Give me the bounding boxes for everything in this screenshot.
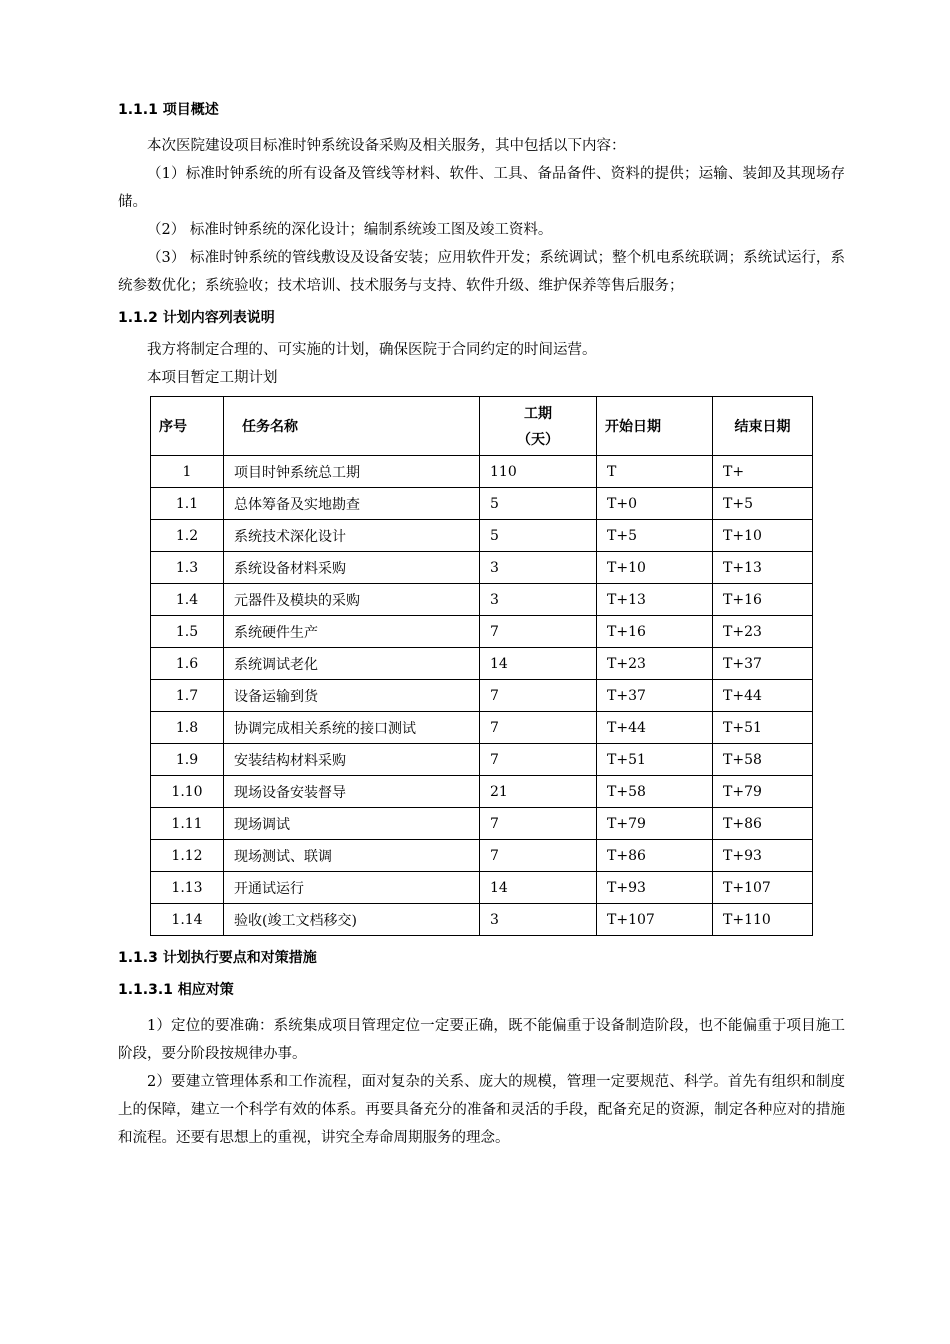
- schedule-table: [150, 396, 813, 936]
- header-end-date: 结束日期: [713, 397, 813, 456]
- cell-duration: 7: [480, 840, 597, 872]
- paragraph-item-2: （2） 标准时钟系统的深化设计；编制系统竣工图及竣工资料。: [147, 222, 553, 238]
- table-caption: 本项目暂定工期计划: [147, 370, 278, 386]
- cell-task-name: 项目时钟系统总工期: [224, 456, 480, 488]
- cell-end-date: T+: [713, 456, 813, 488]
- cell-end-date: T+44: [713, 680, 813, 712]
- cell-duration: 7: [480, 616, 597, 648]
- cell-end-date: T+110: [713, 904, 813, 936]
- cell-start-date: T+10: [597, 552, 713, 584]
- cell-start-date: T+44: [597, 712, 713, 744]
- cell-task-name: 系统调试老化: [224, 648, 480, 680]
- cell-start-date: T+13: [597, 584, 713, 616]
- cell-end-date: T+86: [713, 808, 813, 840]
- cell-task-name: 协调完成相关系统的接口测试: [224, 712, 480, 744]
- table-row: [151, 616, 813, 648]
- table-row: [151, 552, 813, 584]
- cell-end-date: T+93: [713, 840, 813, 872]
- cell-start-date: T+23: [597, 648, 713, 680]
- cell-duration: 21: [480, 776, 597, 808]
- table-header-row: [151, 397, 813, 456]
- paragraph-item-3: （3） 标准时钟系统的管线敷设及设备安装；应用软件开发；系统调试；整个机电系统联调；系统试运行，系统参数优化；系统验收；技术培训、技术服务与支持、软件升级、维护保养等售后服务；: [118, 250, 845, 294]
- header-duration-line2: （天）: [517, 432, 559, 448]
- cell-start-date: T+16: [597, 616, 713, 648]
- table-row: [151, 904, 813, 936]
- cell-task-name: 验收(竣工文档移交): [224, 904, 480, 936]
- cell-task-name: 元器件及模块的采购: [224, 584, 480, 616]
- cell-start-date: T+93: [597, 872, 713, 904]
- cell-duration: 14: [480, 872, 597, 904]
- header-start-date: 开始日期: [597, 397, 713, 456]
- table-row: [151, 584, 813, 616]
- cell-index: 1.10: [151, 776, 224, 808]
- table-row: [151, 456, 813, 488]
- cell-end-date: T+5: [713, 488, 813, 520]
- table-row: [151, 808, 813, 840]
- cell-duration: 110: [480, 456, 597, 488]
- cell-start-date: T+37: [597, 680, 713, 712]
- cell-duration: 7: [480, 712, 597, 744]
- header-duration-line1: 工期: [524, 406, 552, 422]
- table-body: [151, 456, 813, 936]
- cell-end-date: T+10: [713, 520, 813, 552]
- cell-index: 1.4: [151, 584, 224, 616]
- cell-task-name: 系统硬件生产: [224, 616, 480, 648]
- cell-duration: 3: [480, 584, 597, 616]
- cell-index: 1.2: [151, 520, 224, 552]
- table-row: [151, 680, 813, 712]
- table-row: [151, 744, 813, 776]
- cell-task-name: 系统设备材料采购: [224, 552, 480, 584]
- cell-task-name: 现场测试、联调: [224, 840, 480, 872]
- cell-start-date: T+79: [597, 808, 713, 840]
- cell-task-name: 系统技术深化设计: [224, 520, 480, 552]
- cell-duration: 3: [480, 552, 597, 584]
- cell-task-name: 现场调试: [224, 808, 480, 840]
- cell-index: 1.7: [151, 680, 224, 712]
- paragraph-item-1: （1）标准时钟系统的所有设备及管线等材料、软件、工具、备品备件、资料的提供；运输、装卸及其现场存储。: [118, 166, 845, 210]
- cell-duration: 7: [480, 744, 597, 776]
- table-row: [151, 776, 813, 808]
- cell-index: 1.6: [151, 648, 224, 680]
- section-heading-1-1-1: 1.1.1 项目概述: [118, 102, 219, 118]
- cell-end-date: T+23: [713, 616, 813, 648]
- cell-duration: 7: [480, 808, 597, 840]
- table-row: [151, 648, 813, 680]
- header-task-name: 任务名称: [224, 397, 480, 456]
- header-index: 序号: [151, 397, 224, 456]
- cell-start-date: T+5: [597, 520, 713, 552]
- cell-index: 1.12: [151, 840, 224, 872]
- cell-index: 1.3: [151, 552, 224, 584]
- cell-end-date: T+37: [713, 648, 813, 680]
- header-duration: [480, 397, 597, 456]
- cell-task-name: 设备运输到货: [224, 680, 480, 712]
- paragraph-countermeasure-1: 1）定位的要准确：系统集成项目管理定位一定要正确，既不能偏重于设备制造阶段，也不能偏重于项目施工阶段，要分阶段按规律办事。: [118, 1018, 845, 1062]
- cell-task-name: 安装结构材料采购: [224, 744, 480, 776]
- table-row: [151, 840, 813, 872]
- cell-task-name: 总体筹备及实地勘查: [224, 488, 480, 520]
- cell-index: 1.9: [151, 744, 224, 776]
- cell-duration: 5: [480, 520, 597, 552]
- cell-index: 1.13: [151, 872, 224, 904]
- cell-start-date: T+107: [597, 904, 713, 936]
- section-heading-1-1-2: 1.1.2 计划内容列表说明: [118, 310, 275, 326]
- cell-end-date: T+107: [713, 872, 813, 904]
- cell-duration: 5: [480, 488, 597, 520]
- table-row: [151, 520, 813, 552]
- paragraph-intro: 本次医院建设项目标准时钟系统设备采购及相关服务，其中包括以下内容：: [147, 138, 626, 154]
- section-heading-1-1-3-1: 1.1.3.1 相应对策: [118, 982, 234, 998]
- cell-end-date: T+16: [713, 584, 813, 616]
- cell-start-date: T+51: [597, 744, 713, 776]
- cell-duration: 14: [480, 648, 597, 680]
- document-page: [118, 100, 845, 1152]
- table-row: [151, 488, 813, 520]
- cell-start-date: T+0: [597, 488, 713, 520]
- cell-task-name: 现场设备安装督导: [224, 776, 480, 808]
- cell-end-date: T+58: [713, 744, 813, 776]
- cell-index: 1.11: [151, 808, 224, 840]
- cell-start-date: T+58: [597, 776, 713, 808]
- table-row: [151, 712, 813, 744]
- cell-duration: 3: [480, 904, 597, 936]
- cell-end-date: T+13: [713, 552, 813, 584]
- table-row: [151, 872, 813, 904]
- cell-duration: 7: [480, 680, 597, 712]
- cell-index: 1.5: [151, 616, 224, 648]
- section-heading-1-1-3: 1.1.3 计划执行要点和对策措施: [118, 950, 317, 966]
- cell-index: 1.8: [151, 712, 224, 744]
- cell-end-date: T+79: [713, 776, 813, 808]
- cell-task-name: 开通试运行: [224, 872, 480, 904]
- cell-start-date: T: [597, 456, 713, 488]
- cell-index: 1.14: [151, 904, 224, 936]
- cell-index: 1.1: [151, 488, 224, 520]
- cell-index: 1: [151, 456, 224, 488]
- cell-start-date: T+86: [597, 840, 713, 872]
- paragraph-countermeasure-2: 2）要建立管理体系和工作流程，面对复杂的关系、庞大的规模，管理一定要规范、科学。首先有组织和制度上的保障，建立一个科学有效的体系。再要具备充分的准备和灵活的手段，配备充足的资源，制定各种应对的措施和流程。还要有思想上的重视，讲究全寿命周期服务的理念。: [118, 1074, 845, 1146]
- cell-end-date: T+51: [713, 712, 813, 744]
- paragraph-plan: 我方将制定合理的、可实施的计划，确保医院于合同约定的时间运营。: [147, 342, 597, 358]
